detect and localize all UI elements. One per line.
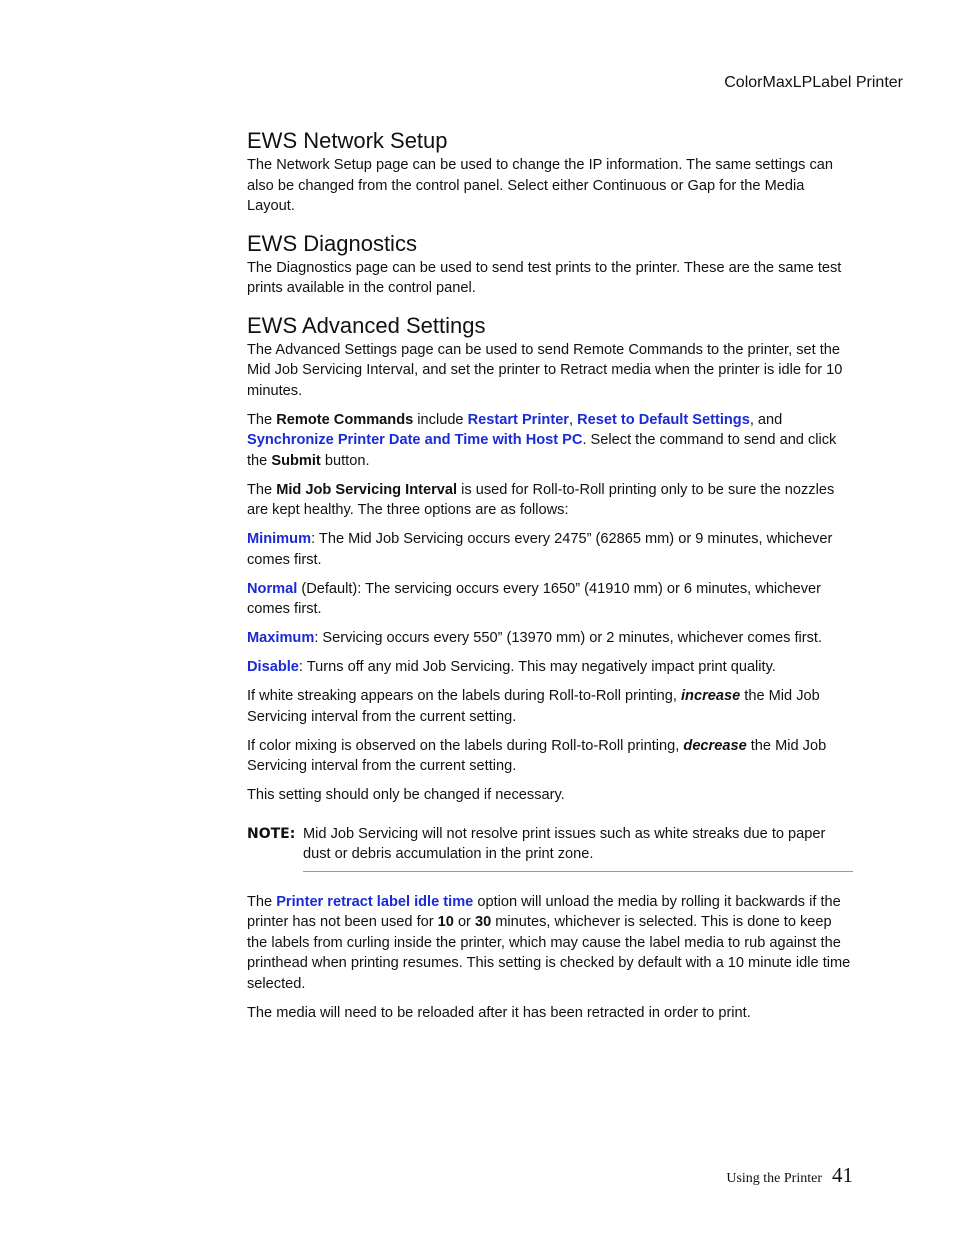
- text-run: minutes, whichever is selected. This is done to keep the labels from curling inside the printer, which may cause the label media to rub against the printhead when printing resumes. This setting is checked by default with a 10 minute idle time selected.: [247, 914, 851, 992]
- page-content: [247, 128, 853, 1037]
- option-desc: : Turns off any mid Job Servicing. This may negatively impact print quality.: [298, 659, 776, 675]
- advanced-intro: The Advanced Settings page can be used to send Remote Commands to the printer, set the Mid Job Servicing Interval, and set the printer to Retract media when the printer is idle for 10 minutes.: [247, 341, 843, 399]
- note-label: NOTE:: [247, 825, 296, 842]
- advanced-settings-heading: EWS Advanced Settings: [247, 312, 486, 338]
- text-run: is used for Roll-to-Roll printing only to be sure the nozzles are kept healthy. The three options are as follows:: [247, 481, 835, 518]
- option-maximum: [247, 628, 853, 649]
- text-run: ,: [569, 411, 578, 428]
- text-run: The: [247, 481, 277, 498]
- text-run: The: [247, 411, 277, 428]
- option-desc: : Servicing occurs every 550” (13970 mm) or 2 minutes, whichever comes first.: [314, 630, 823, 646]
- white-streaking-paragraph: [247, 686, 853, 727]
- text-run: include: [413, 411, 468, 428]
- text-run: . Select the command to send and click the: [247, 432, 837, 469]
- note-body: Mid Job Servicing will not resolve print issues such as white streaks due to paper dust or debris accumulation in the print zone.: [303, 824, 853, 872]
- thirty-minutes: 30: [474, 914, 492, 930]
- text-run: the Mid Job Servicing interval from the current setting.: [247, 737, 827, 774]
- text-run: option will unload the media by rolling it backwards if the printer has not been used for: [247, 893, 841, 930]
- diagnostics-body: The Diagnostics page can be used to send test prints to the printer. These are the same test prints available in the control panel.: [247, 259, 842, 296]
- option-term: Normal: [247, 580, 298, 597]
- diagnostics-section: [247, 231, 853, 299]
- reload-paragraph: The media will need to be reloaded after it has been retracted in order to print.: [247, 1004, 751, 1021]
- option-desc: (Default): The servicing occurs every 1650” (41910 mm) or 6 minutes, whichever comes first.: [247, 580, 821, 617]
- sync-date-term: Synchronize Printer Date and Time with Host PC: [247, 432, 583, 448]
- footer-section-label: Using the Printer: [726, 1171, 822, 1186]
- option-term: Disable: [247, 659, 299, 675]
- text-run: If color mixing is observed on the labels during Roll-to-Roll printing,: [247, 737, 684, 754]
- note-box: [247, 824, 853, 872]
- color-mixing-paragraph: [247, 736, 853, 777]
- reset-defaults-term: Reset to Default Settings: [577, 411, 750, 428]
- retract-idle-term: Printer retract label idle time: [276, 893, 474, 910]
- mid-job-paragraph: [247, 480, 853, 521]
- advanced-settings-section: [247, 313, 853, 1024]
- remote-commands-paragraph: [247, 410, 853, 472]
- text-run: The: [247, 893, 277, 910]
- network-setup-body: The Network Setup page can be used to change the IP information. The same settings can also be changed from the control panel. Select either Continuous or Gap for the Media Layout.: [247, 157, 834, 214]
- text-run: If white streaking appears on the labels during Roll-to-Roll printing,: [247, 688, 681, 704]
- mid-job-term: Mid Job Servicing Interval: [276, 481, 458, 498]
- text-run: , and: [749, 411, 783, 428]
- network-setup-section: [247, 128, 853, 217]
- submit-term: Submit: [271, 452, 321, 469]
- diagnostics-heading: EWS Diagnostics: [247, 230, 417, 256]
- option-disable: [247, 657, 853, 678]
- network-setup-heading: EWS Network Setup: [247, 128, 448, 153]
- restart-printer-term: Restart Printer: [467, 411, 569, 428]
- option-term: Maximum: [247, 630, 315, 646]
- remote-commands-term: Remote Commands: [276, 411, 414, 428]
- text-run: the Mid Job Servicing interval from the current setting.: [247, 688, 820, 725]
- retract-paragraph: [247, 892, 853, 995]
- option-term: Minimum: [247, 531, 312, 547]
- only-if-necessary: This setting should only be changed if necessary.: [247, 787, 565, 803]
- option-minimum: [247, 529, 853, 570]
- ten-minutes: 10: [437, 914, 454, 930]
- decrease-term: decrease: [683, 737, 747, 754]
- option-normal: [247, 579, 853, 620]
- text-run: button.: [320, 452, 370, 469]
- increase-term: increase: [681, 688, 741, 704]
- option-desc: : The Mid Job Servicing occurs every 2475” (62865 mm) or 9 minutes, whichever comes first.: [247, 531, 833, 568]
- page-number: 41: [832, 1163, 853, 1187]
- running-header: ColorMaxLPLabel Printer: [724, 74, 903, 91]
- page-footer: [726, 1163, 853, 1188]
- text-run: or: [453, 914, 475, 930]
